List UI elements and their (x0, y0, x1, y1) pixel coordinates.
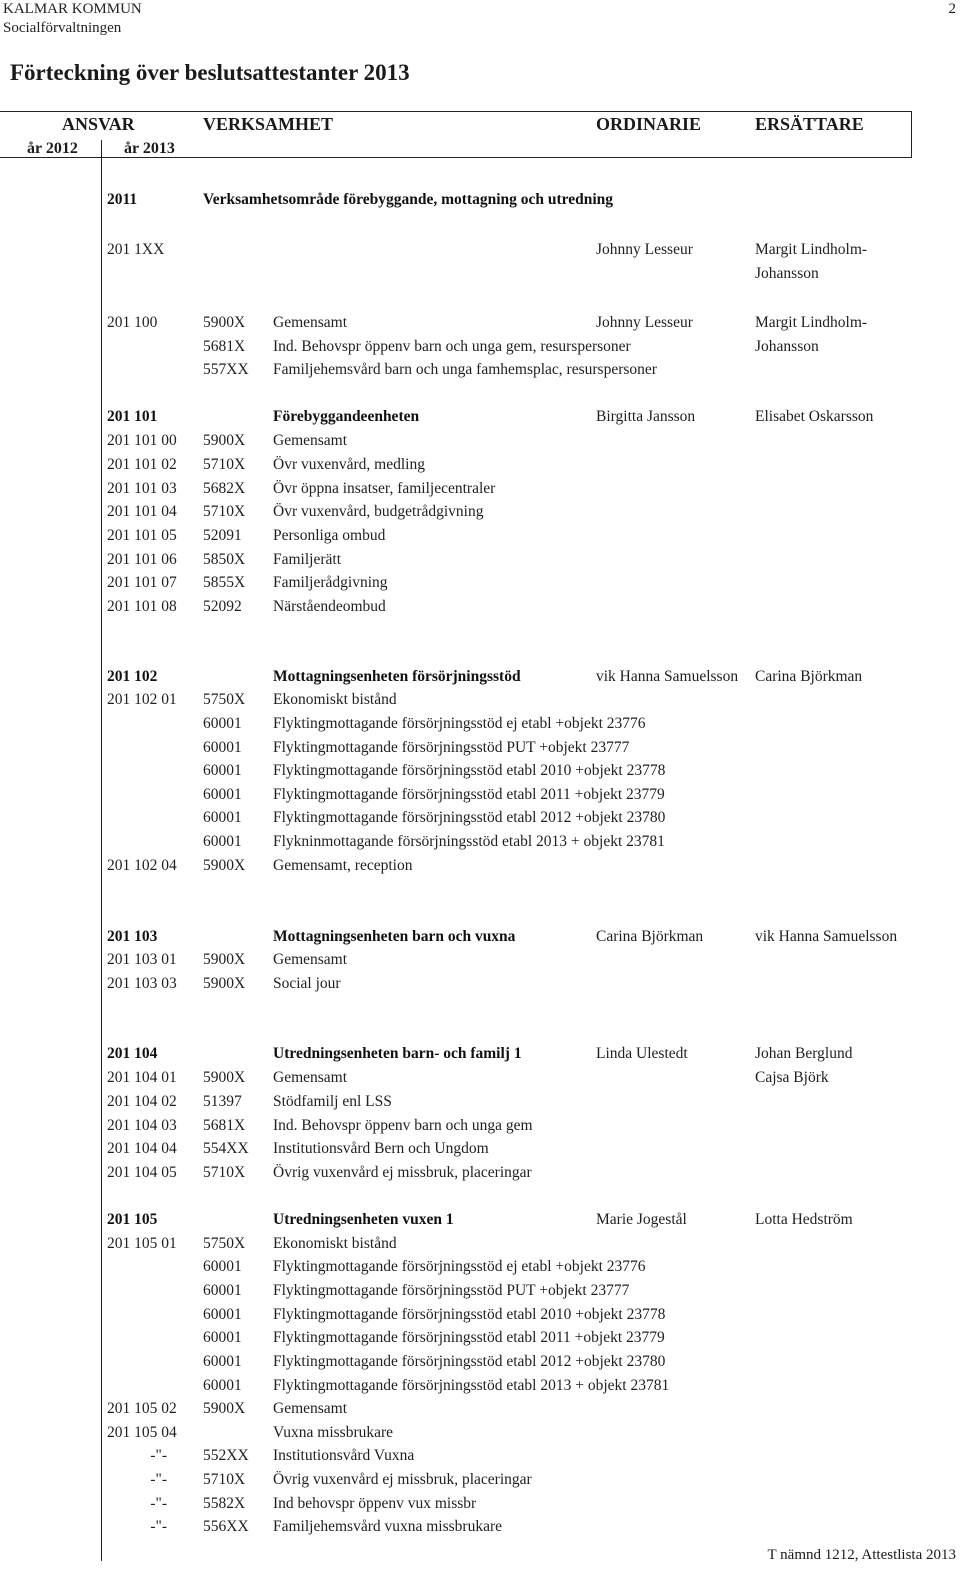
row-cell-c2: 556XX (203, 1518, 249, 1535)
row-cell-c1: 201 104 01 (107, 1069, 177, 1086)
row-cell-c2: 5750X (203, 1235, 246, 1252)
row-cell-c3: Gemensamt (273, 951, 348, 968)
row-cell-c1: 201 101 00 (107, 432, 177, 449)
row-cell-c3: Flyktingmottagande försörjningsstöd etabl 2010 +objekt 23778 (273, 762, 666, 779)
row-cell-c2: 5710X (203, 1471, 246, 1488)
row-cell-c2: 60001 (203, 715, 242, 732)
row-cell-c3: Flyktingmottagande försörjningsstöd PUT +objekt 23777 (273, 1282, 630, 1299)
row-cell-c3: Utredningsenheten barn- och familj 1 (273, 1045, 522, 1062)
org-name: KALMAR KOMMUN (3, 1, 142, 17)
row-cell-c2: 5710X (203, 1164, 246, 1181)
row-cell-c3: Gemensamt (273, 1400, 348, 1417)
row-cell-c1: 201 104 05 (107, 1164, 177, 1181)
row-cell-c3: Ind. Behovspr öppenv barn och unga gem, resurspersoner (273, 338, 631, 355)
row-cell-c3: Institutionsvård Vuxna (273, 1447, 415, 1464)
row-cell-c3: Övr vuxenvård, medling (273, 456, 425, 473)
row-cell-c3: Familjehemsvård vuxna missbrukare (273, 1518, 503, 1535)
row-cell-c1: 201 101 05 (107, 527, 177, 544)
row-cell-c2: 60001 (203, 739, 242, 756)
row-cell-c4: Carina Björkman (596, 928, 704, 945)
row-cell-c3: Övr öppna insatser, familjecentraler (273, 480, 496, 497)
row-cell-c3: Ekonomiskt bistånd (273, 1235, 397, 1252)
row-cell-c3: Flyktingmottagande försörjningsstöd ej etabl +objekt 23776 (273, 715, 646, 732)
row-cell-c3: Övr vuxenvård, budgetrådgivning (273, 503, 484, 520)
row-cell-c2: 5900X (203, 432, 246, 449)
row-cell-c3: Gemensamt (273, 432, 348, 449)
column-header-ordinarie: ORDINARIE (596, 114, 702, 134)
column-header-year-2012: år 2012 (27, 140, 78, 157)
row-cell-c1: 201 104 (107, 1045, 158, 1062)
row-cell-c2: 52091 (203, 527, 242, 544)
row-cell-c2: 60001 (203, 762, 242, 779)
row-cell-c2: 5900X (203, 1069, 246, 1086)
row-cell-c3: Gemensamt, reception (273, 857, 413, 874)
document-footer: T nämnd 1212, Attestlista 2013 (767, 1547, 956, 1563)
row-cell-c4: Birgitta Jansson (596, 408, 696, 425)
row-cell-c1: 201 105 01 (107, 1235, 177, 1252)
row-cell-c1: 2011 (107, 191, 138, 208)
row-cell-c5: vik Hanna Samuelsson (755, 928, 898, 945)
row-cell-c3: Social jour (273, 975, 341, 992)
row-cell-c1: 201 102 04 (107, 857, 177, 874)
row-cell-c2: 5681X (203, 338, 246, 355)
row-cell-c2: 5582X (203, 1495, 246, 1512)
row-cell-c1: 201 104 04 (107, 1140, 177, 1157)
row-cell-c1: 201 105 04 (107, 1424, 177, 1441)
row-cell-c2: 60001 (203, 809, 242, 826)
row-cell-c2: 554XX (203, 1140, 249, 1157)
row-cell-c2: 60001 (203, 1353, 242, 1370)
row-cell-c1: 201 101 02 (107, 456, 177, 473)
row-cell-c3: Flykninmottagande försörjningsstöd etabl 2013 + objekt 23781 (273, 833, 665, 850)
row-cell-c5: Margit Lindholm- (755, 314, 868, 331)
row-cell-c3: Stödfamilj enl LSS (273, 1093, 392, 1110)
row-cell-c1: -"- (150, 1471, 167, 1488)
row-cell-c1: 201 102 (107, 668, 158, 685)
row-cell-c2: 557XX (203, 361, 249, 378)
row-cell-c2: 60001 (203, 833, 242, 850)
row-cell-c3: Ekonomiskt bistånd (273, 691, 397, 708)
row-cell-c2: 60001 (203, 1258, 242, 1275)
row-cell-c5: Johansson (755, 338, 819, 355)
row-cell-c3: Mottagningsenheten barn och vuxna (273, 928, 516, 945)
row-cell-c3: Utredningsenheten vuxen 1 (273, 1211, 454, 1228)
row-cell-c1: -"- (150, 1495, 167, 1512)
row-cell-c3: Familjehemsvård barn och unga famhemsplac, resurspersoner (273, 361, 657, 378)
row-cell-c1: 201 103 01 (107, 951, 177, 968)
column-header-verksamhet: VERKSAMHET (203, 114, 334, 134)
row-cell-c1: 201 105 02 (107, 1400, 177, 1417)
row-cell-c2: 51397 (203, 1093, 242, 1110)
row-cell-c3: Närståendeombud (273, 598, 386, 615)
column-header-ersattare: ERSÄTTARE (755, 114, 864, 134)
row-cell-c2: 60001 (203, 1282, 242, 1299)
row-cell-c2: 60001 (203, 786, 242, 803)
row-cell-c1: 201 101 06 (107, 551, 177, 568)
row-cell-c4: Johnny Lesseur (596, 314, 693, 331)
row-cell-c3: Flyktingmottagande försörjningsstöd etabl 2011 +objekt 23779 (273, 1329, 665, 1346)
row-cell-c3: Familjerådgivning (273, 574, 388, 591)
row-cell-c3: Personliga ombud (273, 527, 386, 544)
row-cell-c5: Margit Lindholm- (755, 241, 868, 258)
row-cell-c3: Mottagningsenheten försörjningsstöd (273, 668, 521, 685)
row-cell-c3: Flyktingmottagande försörjningsstöd ej etabl +objekt 23776 (273, 1258, 646, 1275)
document-header (3, 0, 142, 38)
row-cell-c4: Johnny Lesseur (596, 241, 693, 258)
row-cell-c5: Johan Berglund (755, 1045, 853, 1062)
column-header-ansvar: ANSVAR (62, 114, 135, 134)
row-cell-c1: 201 1XX (107, 241, 165, 258)
row-cell-c3: Flyktingmottagande försörjningsstöd PUT +objekt 23777 (273, 739, 630, 756)
row-cell-c2: 5855X (203, 574, 246, 591)
row-cell-c4: vik Hanna Samuelsson (596, 668, 739, 685)
row-cell-c3: Förebyggandeenheten (273, 408, 420, 425)
row-cell-c2: 5900X (203, 314, 246, 331)
row-cell-c2: 5750X (203, 691, 246, 708)
row-cell-c4: Marie Jogestål (596, 1211, 687, 1228)
row-cell-c2: 60001 (203, 1329, 242, 1346)
page-number: 2 (948, 1, 956, 17)
row-cell-c1: 201 101 (107, 408, 158, 425)
table-left-rule (101, 158, 102, 1561)
row-cell-c2: 5900X (203, 951, 246, 968)
row-cell-c1: 201 101 03 (107, 480, 177, 497)
row-cell-c2: 5682X (203, 480, 246, 497)
page-title: Förteckning över beslutsattestanter 2013 (10, 60, 410, 85)
row-cell-c1: 201 103 (107, 928, 158, 945)
header-divider (101, 140, 102, 158)
row-cell-c1: 201 102 01 (107, 691, 177, 708)
row-cell-c5: Johansson (755, 265, 819, 282)
row-cell-c1: 201 101 04 (107, 503, 177, 520)
row-cell-c4: Linda Ulestedt (596, 1045, 688, 1062)
row-cell-c2: 5900X (203, 857, 246, 874)
row-cell-c2: 5900X (203, 1400, 246, 1417)
row-cell-c5: Cajsa Björk (755, 1069, 829, 1086)
row-cell-c1: 201 103 03 (107, 975, 177, 992)
row-cell-c3: Flyktingmottagande försörjningsstöd etabl 2013 + objekt 23781 (273, 1377, 670, 1394)
row-cell-c3: Vuxna missbrukare (273, 1424, 394, 1441)
row-cell-c2: 5900X (203, 975, 246, 992)
row-cell-c2: Verksamhetsområde förebyggande, mottagning och utredning (203, 191, 614, 208)
row-cell-c3: Flyktingmottagande försörjningsstöd etabl 2012 +objekt 23780 (273, 1353, 666, 1370)
row-cell-c1: 201 100 (107, 314, 158, 331)
row-cell-c3: Familjerätt (273, 551, 342, 568)
row-cell-c1: 201 105 (107, 1211, 158, 1228)
row-cell-c3: Flyktingmottagande försörjningsstöd etabl 2011 +objekt 23779 (273, 786, 665, 803)
row-cell-c5: Elisabet Oskarsson (755, 408, 874, 425)
row-cell-c2: 552XX (203, 1447, 249, 1464)
row-cell-c3: Ind behovspr öppenv vux missbr (273, 1495, 477, 1512)
row-cell-c1: 201 101 08 (107, 598, 177, 615)
department-name: Socialförvaltningen (3, 20, 122, 36)
row-cell-c5: Carina Björkman (755, 668, 863, 685)
row-cell-c3: Övrig vuxenvård ej missbruk, placeringar (273, 1471, 532, 1488)
row-cell-c1: -"- (150, 1518, 167, 1535)
row-cell-c3: Institutionsvård Bern och Ungdom (273, 1140, 489, 1157)
column-header-year-2013: år 2013 (124, 140, 175, 157)
row-cell-c1: 201 101 07 (107, 574, 177, 591)
row-cell-c2: 5850X (203, 551, 246, 568)
row-cell-c2: 52092 (203, 598, 242, 615)
row-cell-c3: Gemensamt (273, 314, 348, 331)
row-cell-c2: 60001 (203, 1377, 242, 1394)
row-cell-c1: 201 104 02 (107, 1093, 177, 1110)
row-cell-c3: Övrig vuxenvård ej missbruk, placeringar (273, 1164, 532, 1181)
row-cell-c3: Flyktingmottagande försörjningsstöd etabl 2012 +objekt 23780 (273, 809, 666, 826)
row-cell-c2: 5710X (203, 503, 246, 520)
row-cell-c1: 201 104 03 (107, 1117, 177, 1134)
row-cell-c3: Flyktingmottagande försörjningsstöd etabl 2010 +objekt 23778 (273, 1306, 666, 1323)
row-cell-c5: Lotta Hedström (755, 1211, 853, 1228)
row-cell-c2: 60001 (203, 1306, 242, 1323)
row-cell-c3: Gemensamt (273, 1069, 348, 1086)
row-cell-c2: 5710X (203, 456, 246, 473)
row-cell-c2: 5681X (203, 1117, 246, 1134)
row-cell-c1: -"- (150, 1447, 167, 1464)
row-cell-c3: Ind. Behovspr öppenv barn och unga gem (273, 1117, 533, 1134)
